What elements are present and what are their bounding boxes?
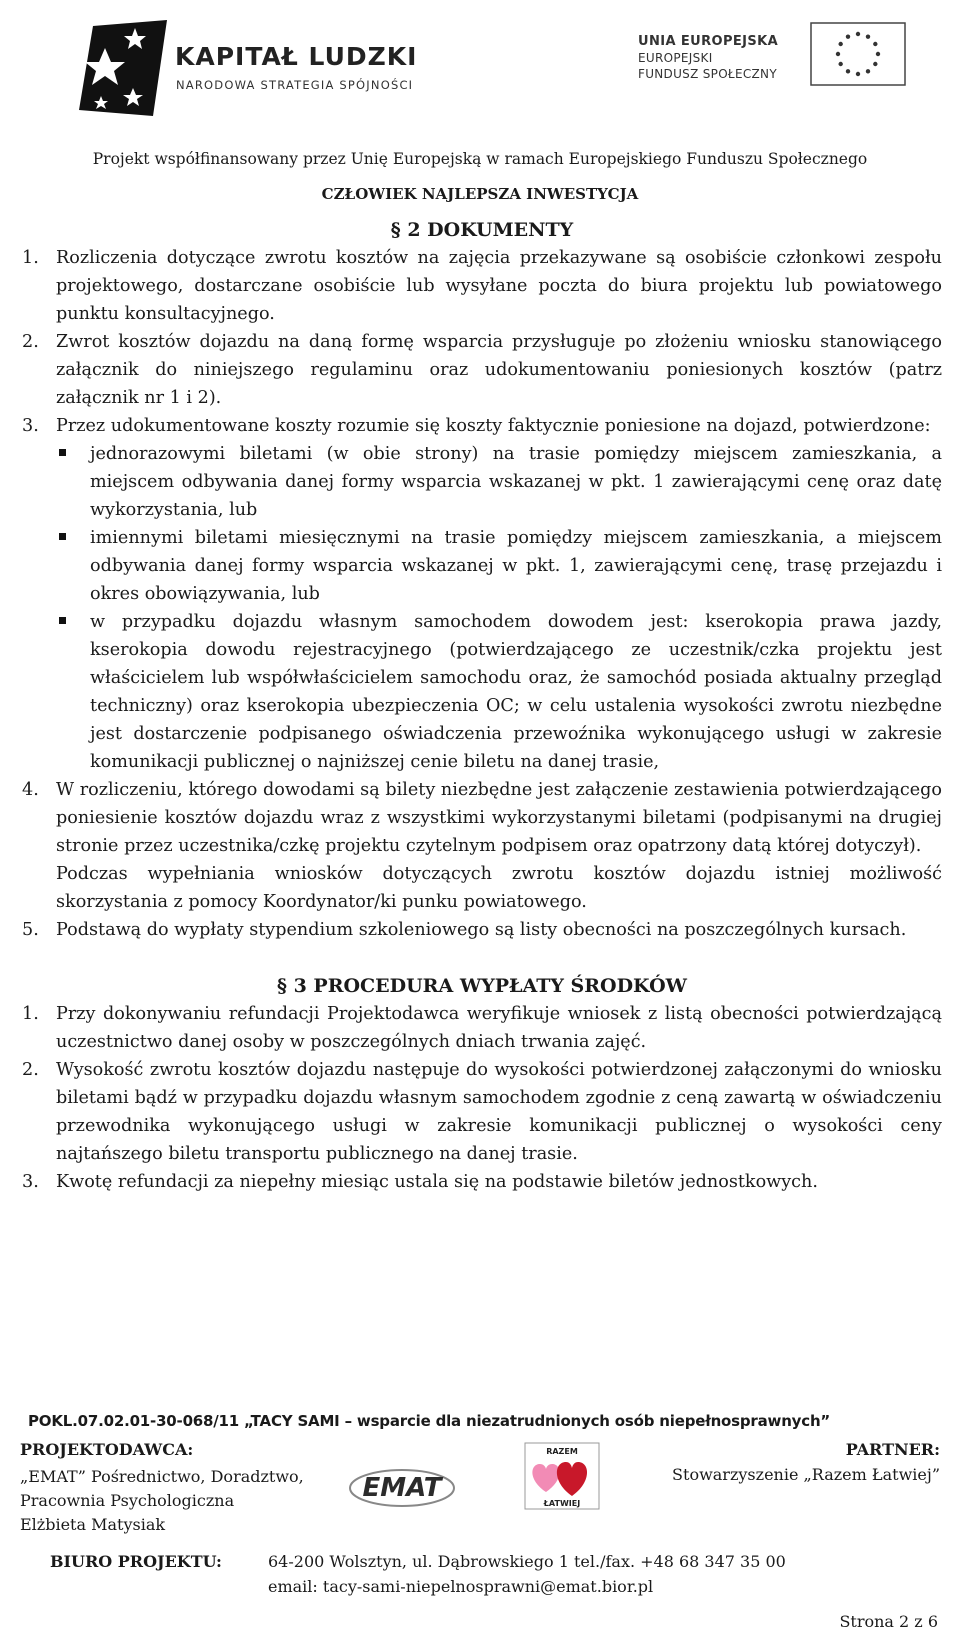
eu-flag-icon [810, 22, 906, 86]
square-bullet-icon [59, 533, 66, 540]
item-number: 4. [22, 780, 39, 800]
list-item [22, 1000, 942, 1056]
square-bullet-icon [59, 449, 66, 456]
item-number: 3. [22, 416, 39, 436]
page-header [0, 0, 960, 203]
item-text: W rozliczeniu, którego dowodami są bilety niezbędne jest załączenie zestawienia potwierdzającego poniesienie kosztów dojazdu wraz z wszystkimi wykorzystanymi biletami (podpisanymi na drugiej stronie przez uczestnika/czkę projektu czytelnym podpisem oraz opatrzony datą której dotyczył). [56, 780, 942, 856]
list-item [22, 412, 942, 776]
bullet-item [56, 608, 942, 776]
list-item [22, 776, 942, 916]
item-number: 1. [22, 1004, 39, 1024]
projektodawca-name-line1: „EMAT” Pośrednictwo, Doradztwo, [20, 1467, 304, 1486]
item-number: 2. [22, 332, 39, 352]
section-3-title: § 3 PROCEDURA WYPŁATY ŚRODKÓW [277, 975, 687, 997]
eu-logo-text [638, 34, 778, 82]
eu-star-icon [873, 42, 877, 46]
eu-star-icon [836, 52, 840, 56]
item-number: 5. [22, 920, 39, 940]
list-item [22, 1168, 942, 1196]
page-footer [0, 1412, 960, 1637]
office-address: 64-200 Wolsztyn, ul. Dąbrowskiego 1 tel./fax. +48 68 347 35 00 [268, 1552, 786, 1571]
razem-logo-bottom: ŁATWIEJ [543, 1499, 581, 1508]
projektodawca-name [20, 1465, 304, 1537]
page-number: Strona 2 z 6 [839, 1612, 938, 1631]
item-number: 2. [22, 1060, 39, 1080]
section-3-list [22, 1000, 942, 1196]
list-item [22, 328, 942, 412]
list-item [22, 916, 942, 944]
projektodawca-label: PROJEKTODAWCA: [20, 1440, 194, 1459]
razem-latwiej-logo-icon [524, 1442, 600, 1510]
item-extra-text: Podczas wypełniania wniosków dotyczących zwrotu kosztów dojazdu istniej możliwość skorzystania z pomocy Koordynator/ki punku powiatowego. [56, 864, 942, 912]
bullet-text: jednorazowymi biletami (w obie strony) na trasie pomiędzy miejscem zamieszkania, a miejscem odbywania danej formy wsparcia wskazanej w pkt. 1 zawierającymi cenę oraz datę wykorzystania, lub [90, 444, 942, 520]
section-2-list [22, 244, 942, 944]
kapital-ludzki-logo-icon [75, 18, 175, 118]
project-code: POKL.07.02.01-30-068/11 „TACY SAMI – wsparcie dla niezatrudnionych osób niepełnosprawnych” [28, 1412, 831, 1430]
list-item [22, 1056, 942, 1168]
bullet-list [56, 440, 942, 776]
item-text: Wysokość zwrotu kosztów dojazdu następuje do wysokości potwierdzonej załączonymi do wniosku biletami bądź w przypadku dojazdu własnym samochodem zgodnie z ceną zawartą w oświadczeniu przewodnika wykonującego usługi w zakresie komunikacji publicznej o wysokości ceny najtańszego biletu transportu publicznego na danej trasie. [56, 1060, 942, 1164]
eu-star-icon [846, 34, 850, 38]
eu-star-icon [838, 62, 842, 66]
item-text: Zwrot kosztów dojazdu na daną formę wsparcia przysługuje po złożeniu wniosku stanowiącego załącznik do niniejszego regulaminu oraz udokumentowaniu poniesionych kosztów (patrz załącznik nr 1 i 2). [56, 332, 942, 408]
kapital-ludzki-subtitle: NARODOWA STRATEGIA SPÓJNOŚCI [176, 78, 414, 92]
eu-star-icon [873, 62, 877, 66]
eu-star-icon [856, 72, 860, 76]
projektodawca-name-line2: Pracownia Psychologiczna [20, 1491, 235, 1510]
emat-logo-icon [348, 1456, 456, 1512]
slogan: CZŁOWIEK NAJLEPSZA INWESTYCJA [321, 185, 639, 203]
section-2-title: § 2 DOKUMENTY [390, 219, 574, 241]
eu-star-icon [856, 32, 860, 36]
eu-logo-line1: UNIA EUROPEJSKA [638, 34, 779, 49]
eu-star-icon [866, 34, 870, 38]
office-email: email: tacy-sami-niepelnosprawni@emat.bior.pl [268, 1577, 654, 1596]
bullet-text: w przypadku dojazdu własnym samochodem dowodem jest: kserokopia prawa jazdy, kserokopia dowodu rejestracyjnego (potwierdzającego ze uczestnik/czka projektu jest właścicielem lub współwłaścicielem samochodu oraz, że samochód posiada aktualny przegląd techniczny) oraz kserokopia ubezpieczenia OC; w celu ustalenia wysokości zwrotu niezbędne jest dostarczenie podpisanego oświadczenia przewoźnika wykonującego usługi w zakresie komunikacji publicznej o najniższej cenie biletu na danej trasie, [90, 612, 942, 772]
eu-star-icon [866, 69, 870, 73]
bullet-text: imiennymi biletami miesięcznymi na trasie pomiędzy miejscem zamieszkania, a miejscem odbywania danej formy wsparcia wskazanej w pkt. 1, zawierającymi cenę, trasę przejazdu i okres obowiązywania, lub [90, 528, 942, 604]
eu-star-icon [846, 69, 850, 73]
partner-name: Stowarzyszenie „Razem Łatwiej” [672, 1465, 940, 1484]
partner-label: PARTNER: [845, 1440, 940, 1459]
bullet-item [56, 524, 942, 608]
document-body [22, 216, 942, 1196]
item-number: 3. [22, 1172, 39, 1192]
item-text: Podstawą do wypłaty stypendium szkoleniowego są listy obecności na poszczególnych kursach. [56, 920, 907, 940]
kapital-ludzki-title: KAPITAŁ LUDZKI [175, 42, 418, 71]
item-text: Przez udokumentowane koszty rozumie się koszty faktycznie poniesione na dojazd, potwierdzone: [56, 416, 931, 436]
eu-star-icon [838, 42, 842, 46]
eu-logo-line2: EUROPEJSKI [638, 51, 713, 65]
eu-logo-line3: FUNDUSZ SPOŁECZNY [638, 67, 777, 81]
item-text: Kwotę refundacji za niepełny miesiąc ustala się na podstawie biletów jednostkowych. [56, 1172, 818, 1192]
cofinancing-note: Projekt współfinansowany przez Unię Europejską w ramach Europejskiego Funduszu Społecznego [92, 150, 868, 168]
eu-star-icon [876, 52, 880, 56]
square-bullet-icon [59, 617, 66, 624]
bullet-item [56, 440, 942, 524]
item-number: 1. [22, 248, 39, 268]
emat-logo-text: EMAT [362, 1473, 442, 1503]
item-text: Rozliczenia dotyczące zwrotu kosztów na zajęcia przekazywane są osobiście członkowi zespołu projektowego, dostarczane osobiście lub wysyłane poczta do biura projektu lub powiatowego punktu konsultacyjnego. [56, 248, 942, 324]
biuro-label: BIURO PROJEKTU: [50, 1552, 222, 1571]
item-text: Przy dokonywaniu refundacji Projektodawca weryfikuje wniosek z listą obecności potwierdzającą uczestnictwo danej osoby w poszczególnych dniach trwania zajęć. [56, 1004, 942, 1052]
list-item [22, 244, 942, 328]
razem-logo-top: RAZEM [546, 1447, 578, 1456]
projektodawca-name-line3: Elżbieta Matysiak [20, 1515, 166, 1534]
